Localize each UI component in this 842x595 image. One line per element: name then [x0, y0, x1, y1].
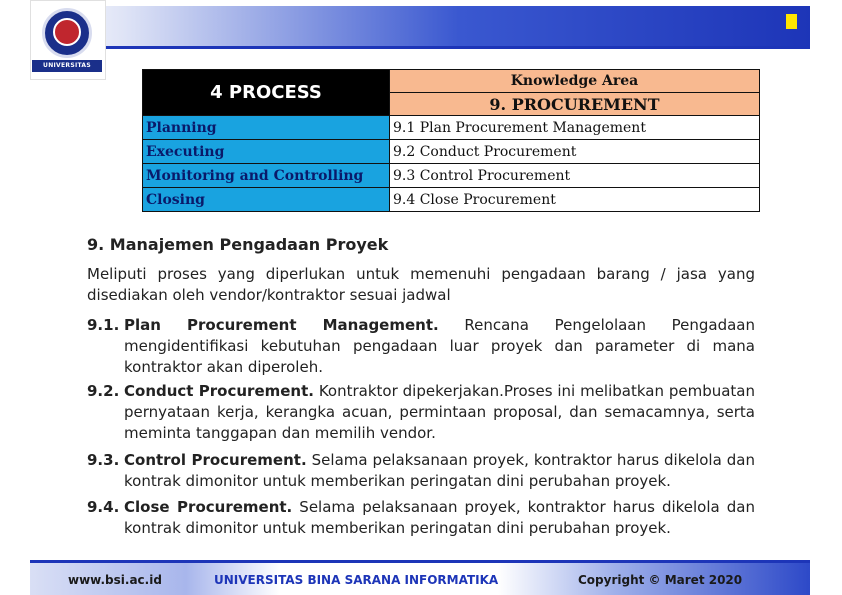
header-yellow-marker — [786, 14, 797, 29]
process-group-cell: Closing — [143, 188, 390, 212]
table-row — [143, 116, 760, 140]
table-row — [143, 140, 760, 164]
activity-cell: 9.1 Plan Procurement Management — [390, 116, 760, 140]
knowledge-area-subheader: 9. PROCUREMENT — [390, 93, 760, 116]
item-title: Conduct Procurement. — [124, 382, 314, 400]
list-item — [87, 497, 755, 539]
logo-emblem-icon — [53, 18, 81, 46]
item-text: Selama pelaksanaan proyek, kontraktor harus dikelola dan kontrak dimonitor untuk memberikan peringatan dini perubahan proyek. — [124, 451, 755, 490]
header-banner — [30, 6, 810, 46]
process-group-cell: Monitoring and Controlling — [143, 164, 390, 188]
intro-paragraph: Meliputi proses yang diperlukan untuk memenuhi pengadaan barang / jasa yang disediakan oleh vendor/kontraktor sesuai jadwal — [87, 265, 755, 304]
footer-website: www.bsi.ac.id — [68, 573, 162, 587]
item-title: Control Procurement. — [124, 451, 307, 469]
footer-copyright: Copyright © Maret 2020 — [578, 573, 743, 587]
item-text: Kontraktor dipekerjakan.Proses ini melibatkan pembuatan pernyataan kerja, kerangka acuan, permintaan proposal, dan semacamnya, serta meminta tanggapan dan memilih vendor. — [124, 382, 755, 442]
process-group-cell: Planning — [143, 116, 390, 140]
item-title: Close Procurement. — [124, 498, 293, 516]
footer-university: UNIVERSITAS BINA SARANA INFORMATIKA — [214, 573, 499, 587]
process-header: 4 PROCESS — [143, 70, 390, 116]
table-row — [143, 188, 760, 212]
process-group-cell: Executing — [143, 140, 390, 164]
table-row — [143, 164, 760, 188]
item-number: 9.3. — [87, 451, 120, 469]
item-number: 9.2. — [87, 382, 120, 400]
footer-divider — [30, 560, 810, 563]
knowledge-area-header: Knowledge Area — [390, 70, 760, 93]
activity-cell: 9.4 Close Procurement — [390, 188, 760, 212]
logo-caption: UNIVERSITAS — [32, 60, 102, 72]
item-title: Plan Procurement Management. — [124, 316, 439, 334]
section-title: 9. Manajemen Pengadaan Proyek — [87, 235, 389, 254]
list-item — [87, 450, 755, 492]
item-text: Selama pelaksanaan proyek, kontraktor harus dikelola dan kontrak dimonitor untuk memberikan peringatan dini perubahan proyek. — [124, 498, 755, 537]
header-divider — [100, 46, 810, 49]
activity-cell: 9.2 Conduct Procurement — [390, 140, 760, 164]
item-number: 9.1. — [87, 316, 120, 334]
list-item — [87, 315, 755, 378]
list-item — [87, 381, 755, 444]
activity-cell: 9.3 Control Procurement — [390, 164, 760, 188]
item-text: Rencana Pengelolaan Pengadaan mengidentifikasi kebutuhan pengadaan luar proyek dan parameter di mana kontraktor akan diperoleh. — [124, 316, 756, 376]
process-knowledge-table — [142, 69, 760, 212]
item-number: 9.4. — [87, 498, 120, 516]
